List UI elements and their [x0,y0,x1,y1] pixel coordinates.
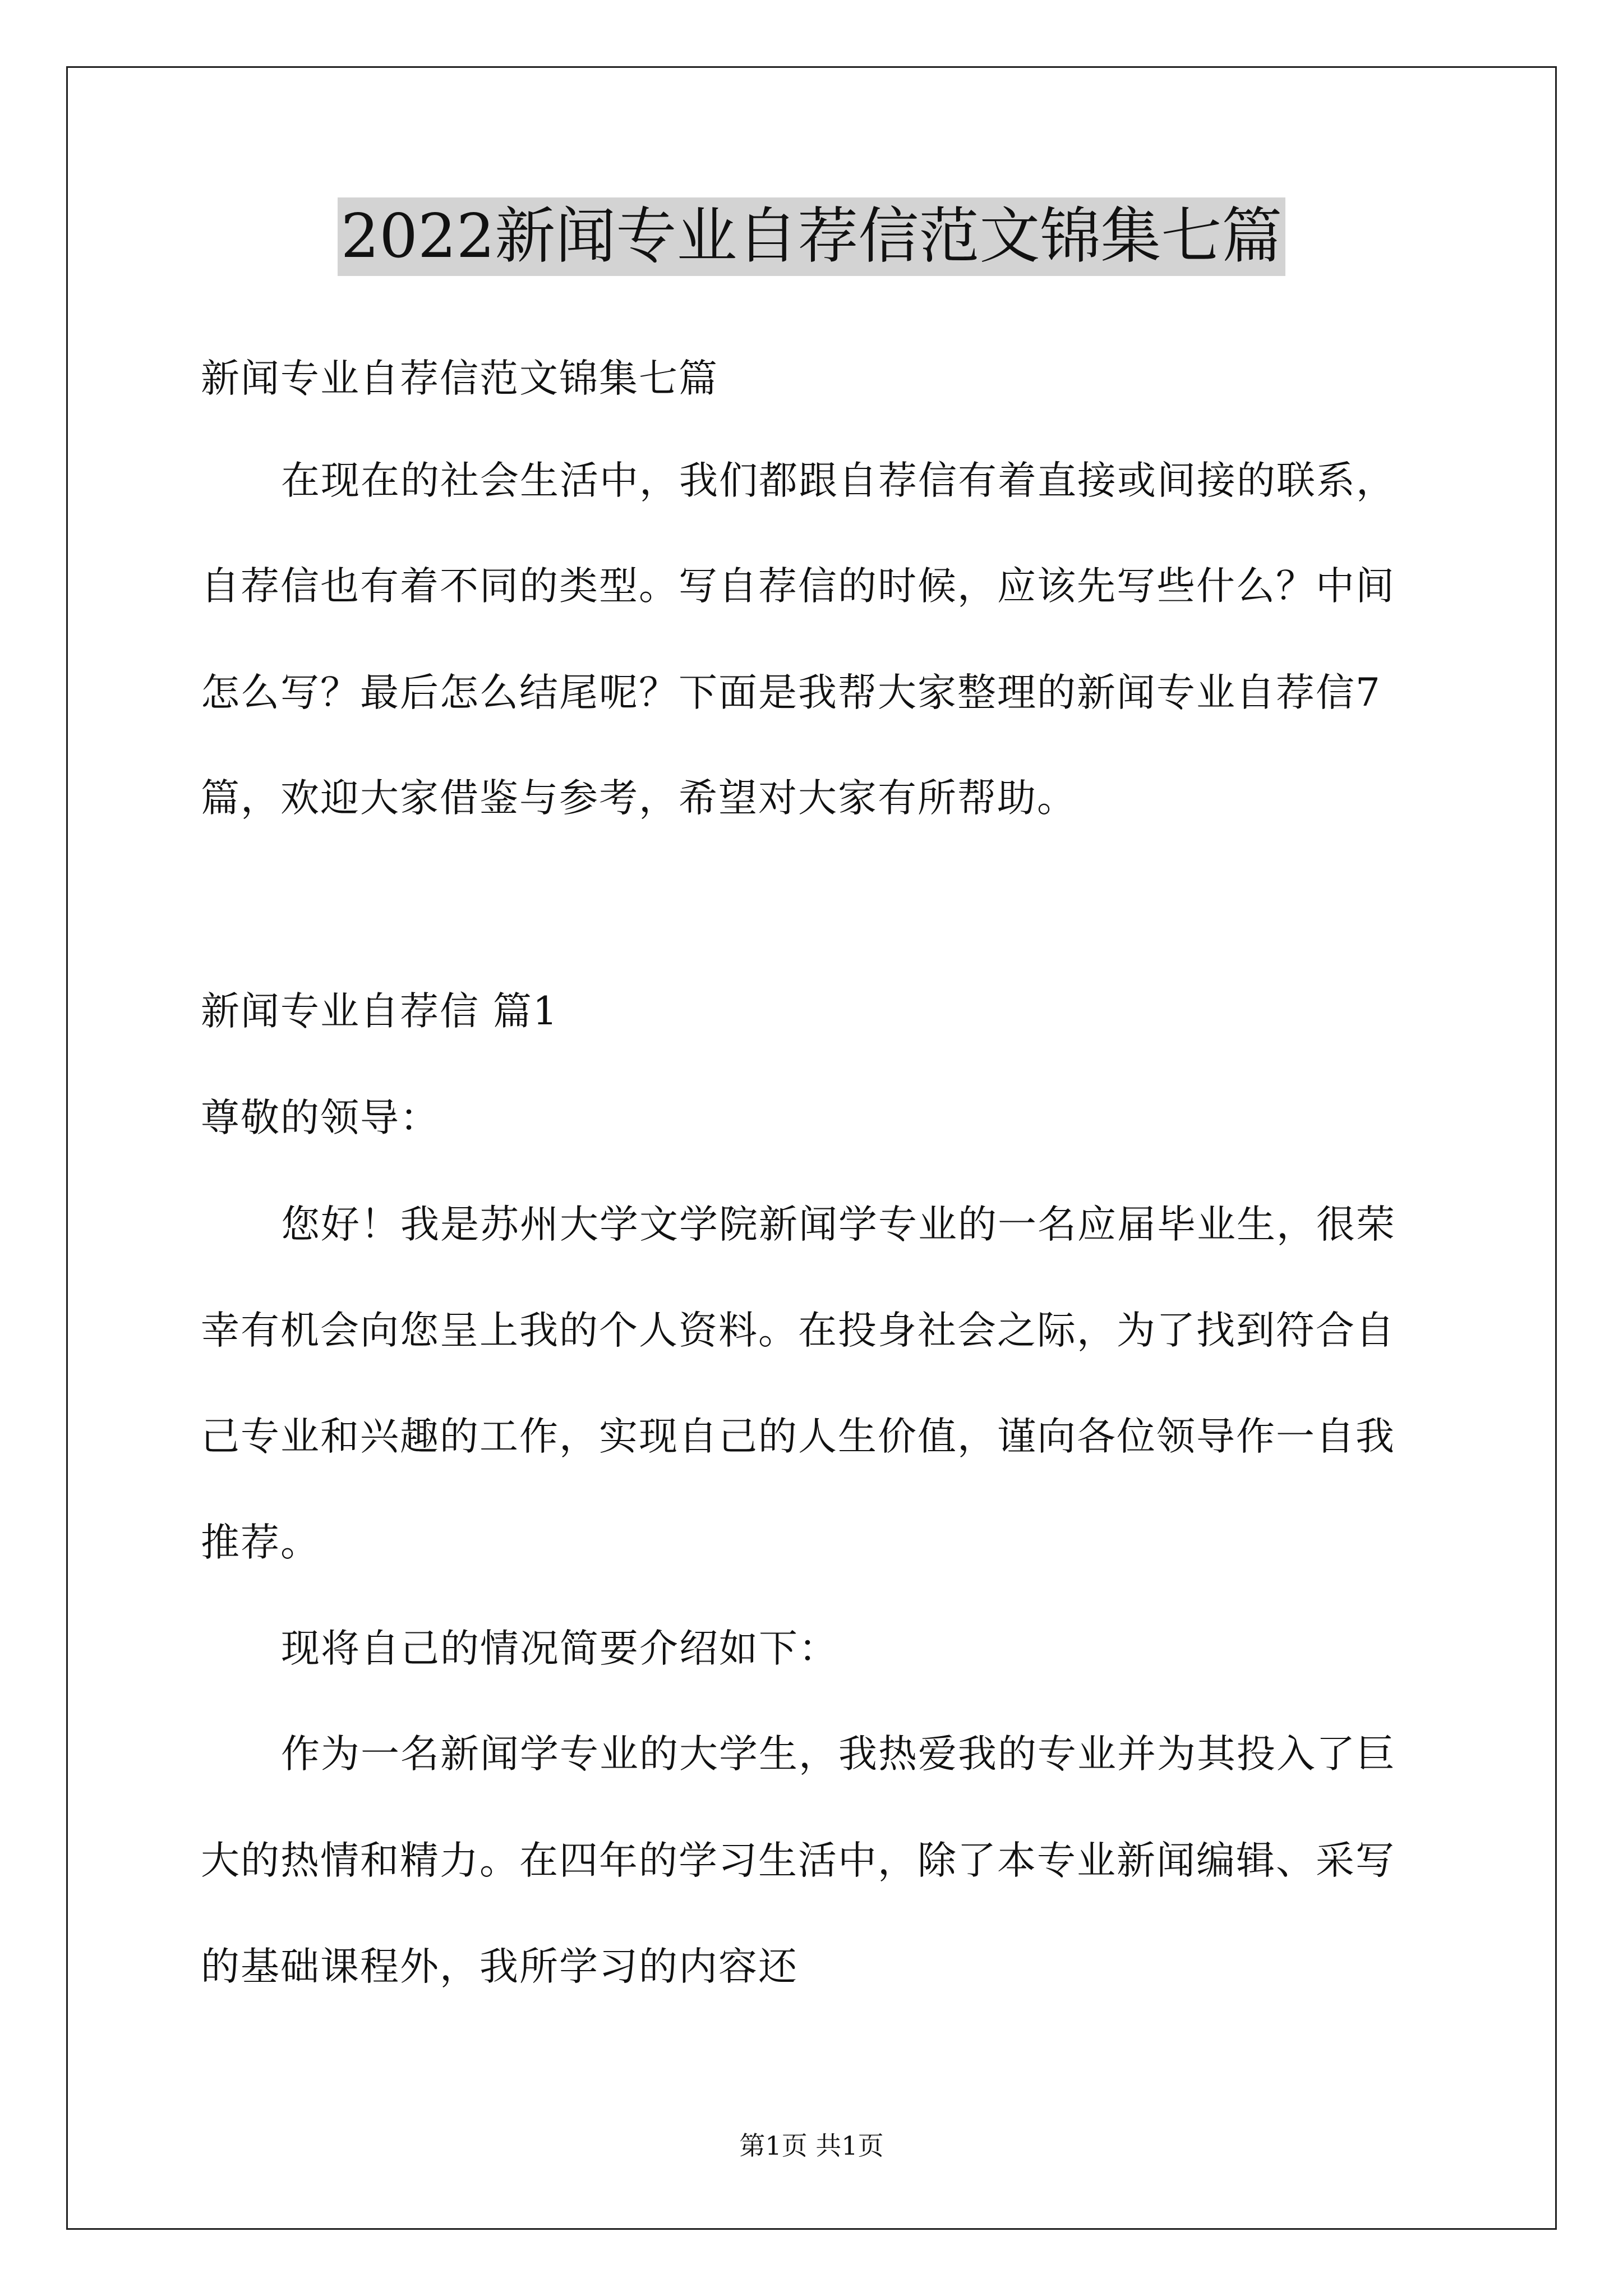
intro-line-3: 怎么写？最后怎么结尾呢？下面是我帮大家整理的新闻专业自荐信7 [201,670,1381,715]
paragraph1-line-2: 幸有机会向您呈上我的个人资料。在投身社会之际，为了找到符合自 [201,1308,1395,1353]
paragraph2: 现将自己的情况简要介绍如下： [281,1626,838,1671]
intro-line-2: 自荐信也有着不同的类型。写自荐信的时候，应该先写些什么？中间 [201,564,1395,609]
paragraph1-line-1: 您好！我是苏州大学文学院新闻学专业的一名应届毕业生，很荣 [281,1202,1396,1247]
salutation: 尊敬的领导： [201,1096,440,1140]
intro-line-1: 在现在的社会生活中，我们都跟自荐信有着直接或间接的联系， [281,458,1396,503]
paragraph3-line-3: 的基础课程外，我所学习的内容还 [201,1944,798,1989]
paragraph1-line-4: 推荐。 [201,1520,320,1565]
section-heading: 新闻专业自荐信 篇1 [201,989,559,1034]
paragraph1-line-3: 己专业和兴趣的工作，实现自己的人生价值，谨向各位领导作一自我 [201,1414,1395,1459]
document-title: 2022新闻专业自荐信范文锦集七篇 [338,197,1286,276]
paragraph3-line-1: 作为一名新闻学专业的大学生，我热爱我的专业并为其投入了巨 [281,1732,1396,1777]
paragraph3-line-2: 大的热情和精力。在四年的学习生活中，除了本专业新闻编辑、采写 [201,1838,1395,1883]
intro-line-4: 篇，欢迎大家借鉴与参考，希望对大家有所帮助。 [201,776,1077,821]
page-footer: 第1页 共1页 [739,2131,884,2161]
document-subtitle: 新闻专业自荐信范文锦集七篇 [201,356,718,401]
title-container [0,197,1623,276]
